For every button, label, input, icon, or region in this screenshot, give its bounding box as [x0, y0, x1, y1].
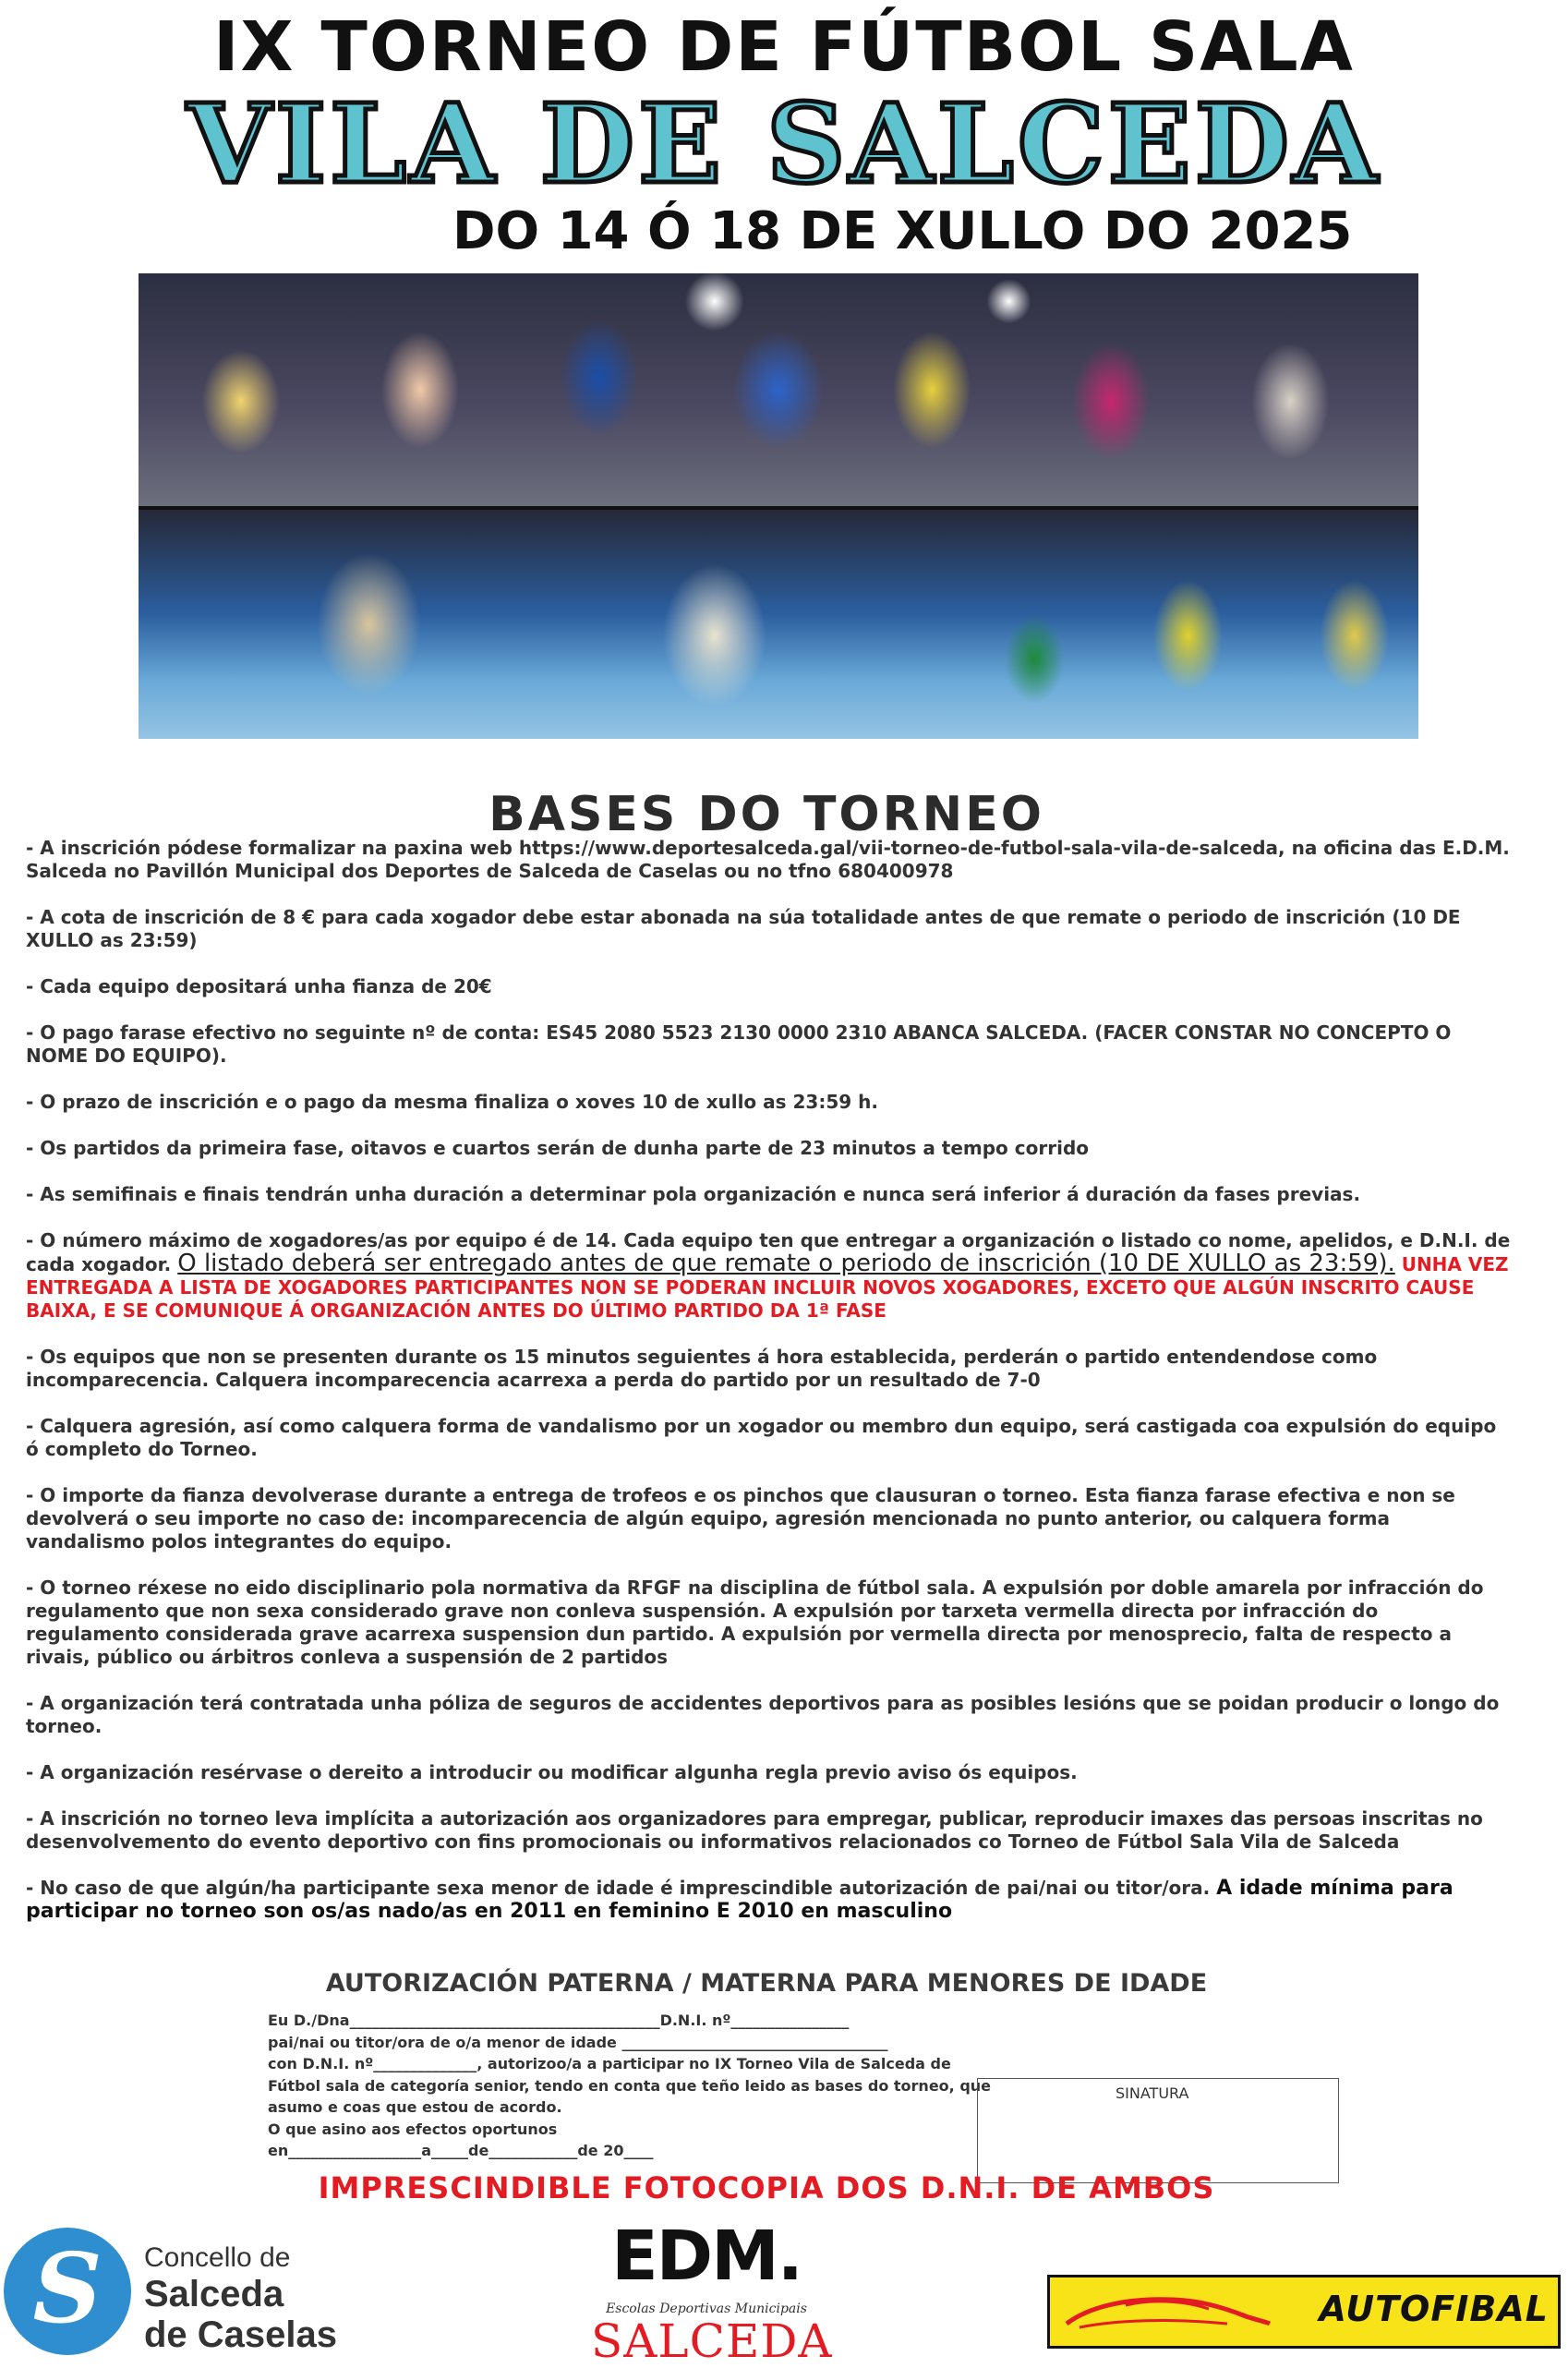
rule-list-deadline: O listado deberá ser entregado antes de que remate o periodo de inscrición (10 DE XULLO as 23:59). — [177, 1250, 1395, 1277]
rule-registration: - A inscrición pódese formalizar na paxina web https://www.deportesalceda.gal/vii-torneo-de-futbol-sala-vila-de-salceda, na oficina das E.D.M. Salceda no Pavillón Municipal dos Deportes de Salceda de Caselas ou no tfno 680400978 — [26, 837, 1510, 882]
concello-logo-icon: S — [4, 2228, 131, 2355]
rule-max-players — [26, 1229, 1513, 1323]
edm-salceda-logo — [591, 2217, 833, 2368]
auth-line-guardian: pai/nai ou titor/ora de o/a menor de idade ____________________________________ — [268, 2033, 888, 2051]
autofibal-sponsor-logo — [1047, 2275, 1561, 2349]
authorization-form — [268, 2010, 1007, 2162]
rule-no-show: - Os equipos que non se presenten durante os 15 minutos seguientes á hora establecida, perderán o partido entendendose como incomparecencia. Calquera incomparecencia acarrexa a perda do partido por un resultado de 7-0 — [26, 1346, 1378, 1391]
edm-logo-subtitle: Escolas Deportivas Municipais — [606, 2302, 807, 2316]
players-photo-top — [139, 273, 1418, 506]
rule-insurance: - A organización terá contratada unha póliza de seguros de accidentes deportivos para as posibles lesións que se poidan producir o longo do torneo. — [26, 1692, 1500, 1737]
edm-logo-name: SALCEDA — [591, 2314, 833, 2368]
auth-line-agree: asumo e coas que estou de acordo. — [268, 2098, 562, 2116]
rule-image-rights: - A inscrición no torneo leva implícita a autorización aos organizadores para empregar, publicar, reproducir imaxes das persoas inscritas no desenvolvemento do evento deportivo con fins promocionais ou informativos relacionados co Torneo de Fútbol Sala Vila de Salceda — [26, 1807, 1483, 1853]
rules-list — [26, 837, 1513, 1946]
rule-deposit-return: - O importe da fianza devolverase durante a entrega de trofeos e os pinchos que clausuran o torneo. Esta fianza farase efectiva e non se devolverá o seu importe no caso de: incomparecencia de algún equipo, agresión mencionada no punto anterior, ou calquera forma vandalismo polos integrantes do equipo. — [26, 1484, 1455, 1552]
tournament-dates: DO 14 Ó 18 DE XULLO DO 2025 — [452, 201, 1353, 261]
concello-logo-line1: Concello de — [144, 2242, 291, 2273]
dni-copy-note: IMPRESCINDIBLE FOTOCOPIA DOS D.N.I. DE AMBOS — [318, 2170, 1215, 2205]
rule-max-players-text: - O número máximo de xogadores/as por equipo é de 14. Cada equipo ten que entregar a organización o listado co nome, apelidos, e D.N.I. de cada xogador. — [26, 1229, 1511, 1275]
rule-list-warning: UNHA VEZ ENTREGADA A LISTA DE XOGADORES PARTICIPANTES NON SE PODERAN INCLUIR NOVOS XOGADORES, EXCETO QUE ALGÚN INSCRITO CAUSE BAIXA, E SE COMUNIQUE Á ORGANIZACIÓN ANTES DO ÚLTIMO PARTIDO DA 1ª FASE — [26, 1253, 1509, 1322]
rule-minimum-age: A idade mínima para participar no torneo son os/as nado/as en 2011 en feminino E 2010 en masculino — [26, 1877, 1453, 1923]
rule-aggression: - Calquera agresión, así como calquera forma de vandalismo por un xogador ou membro dun equipo, será castigada coa expulsión do equipo ó completo do Torneo. — [26, 1415, 1497, 1460]
concello-logo-line3: de Caselas — [144, 2314, 338, 2355]
rule-discipline: - O torneo réxese no eido disciplinario pola normativa da RFGF na disciplina de fútbol sala. A expulsión por doble amarela por infracción do regulamento que non sexa considerado grave non conleva suspensión. A expulsión por tarxeta vermella directa por infracción do regulamento considerada grave acarrexa suspension dun partido. A expulsión por vermella directa por menosprecio, falta de respecto a rivais, público ou árbitros conleva a suspensión de 2 partidos — [26, 1577, 1484, 1668]
rule-fee: - A cota de inscrición de 8 € para cada xogador debe estar abonada na súa totalidade antes de que remate o periodo de inscrición (10 DE XULLO as 23:59) — [26, 906, 1461, 951]
rules-heading: BASES DO TORNEO — [488, 787, 1044, 842]
edm-logo-mark: EDM. — [611, 2217, 802, 2296]
rule-deposit: - Cada equipo depositará unha fianza de 20€ — [26, 975, 492, 997]
auth-line-dni: con D.N.I. nº______________, autorizoo/a a participar no IX Torneo Vila de Salceda de — [268, 2055, 951, 2072]
concello-salceda-logo — [0, 2222, 388, 2364]
rule-deadline: - O prazo de inscrición e o pago da mesma finaliza o xoves 10 de xullo as 23:59 h. — [26, 1091, 878, 1113]
tournament-edition-title: IX TORNEO DE FÚTBOL SALA — [213, 7, 1355, 87]
auth-line-name: Eu D./Dna__________________________________________D.N.I. nº________________ — [268, 2012, 850, 2029]
rule-minors-text: - No caso de que algún/ha participante sexa menor de idade é imprescindible autorización de pai/nai ou titor/ora. — [26, 1877, 1211, 1899]
rule-bank-account: - O pago farase efectivo no seguinte nº de conta: ES45 2080 5523 2130 0000 2310 ABANCA SALCEDA. (FACER CONSTAR NO CONCEPTO O NOME DO EQUIPO). — [26, 1021, 1452, 1067]
rule-modifications: - A organización resérvase o dereito a introducir ou modificar algunha regla previo aviso ós equipos. — [26, 1761, 1078, 1783]
players-photo-bottom — [139, 510, 1418, 739]
rule-minors — [26, 1877, 1513, 1923]
rule-match-duration: - Os partidos da primeira fase, oitavos e cuartos serán de dunha parte de 23 minutos a tempo corrido — [26, 1137, 1089, 1159]
authorization-heading: AUTORIZACIÓN PATERNA / MATERNA PARA MENORES DE IDADE — [325, 1969, 1208, 1998]
players-photo — [139, 273, 1418, 739]
rule-finals-duration: - As semifinais e finais tendrán unha duración a determinar pola organización e nunca será inferior á duración da fases previas. — [26, 1183, 1361, 1205]
tournament-name-title: VILA DE SALCEDA — [187, 79, 1381, 208]
concello-logo-line2: Salceda — [144, 2274, 284, 2314]
car-silhouette-icon — [1061, 2287, 1273, 2338]
auth-line-category: Fútbol sala de categoría senior, tendo en conta que teño leido as bases do torneo, que — [268, 2076, 992, 2095]
autofibal-name: AUTOFIBAL — [1319, 2289, 1549, 2329]
signature-label: SINATURA — [1116, 2084, 1189, 2102]
auth-line-sign: O que asino aos efectos oportunos — [268, 2120, 558, 2138]
auth-line-date: en__________________a_____de____________de 20____ — [268, 2142, 654, 2159]
